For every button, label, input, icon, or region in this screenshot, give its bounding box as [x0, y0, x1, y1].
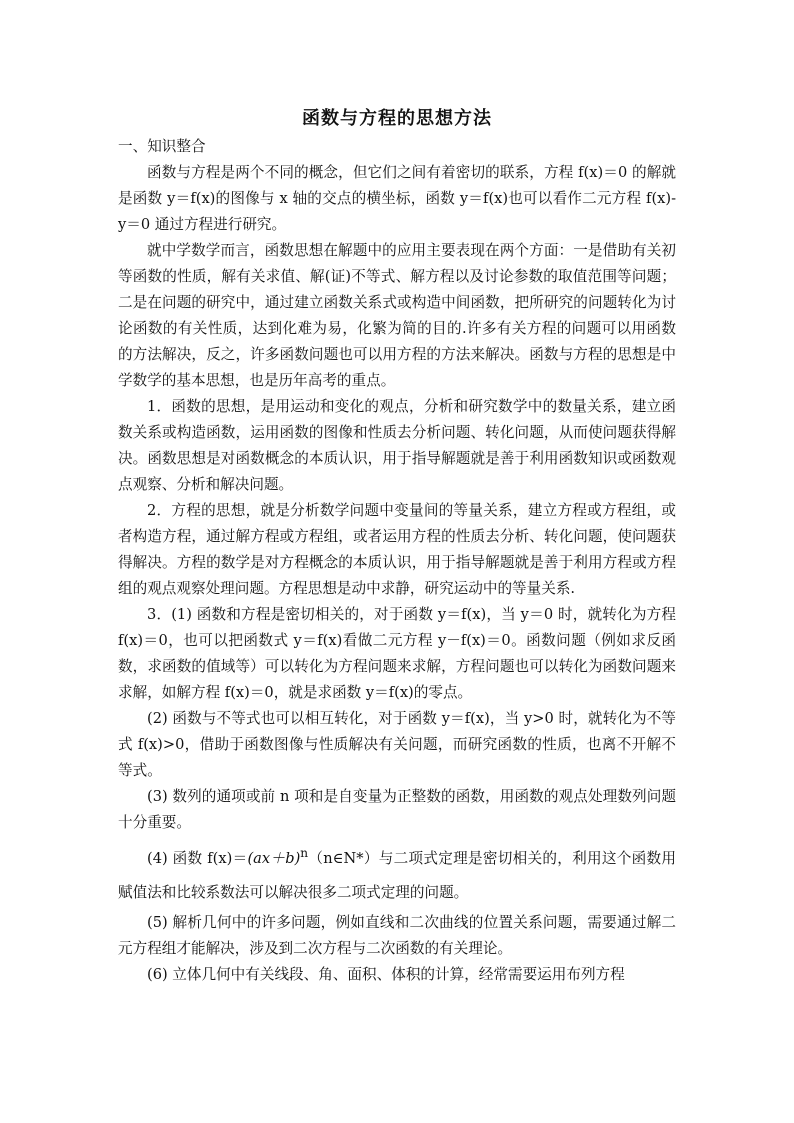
paragraph-intro: 函数与方程是两个不同的概念，但它们之间有着密切的联系，方程 f(x)＝0 的解就是函数 y＝f(x)的图像与 x 轴的交点的横坐标，函数 y＝f(x)也可以看作二元方程 f(x)-y＝0 通过方程进行研究。 — [118, 164, 676, 233]
page-title: 函数与方程的思想方法 — [302, 108, 492, 129]
paragraph-point-3-4 — [118, 836, 676, 910]
paragraph-point-3-2: (2) 函数与不等式也可以相互转化，对于函数 y＝f(x)，当 y>0 时，就转化为不等式 f(x)>0，借助于函数图像与性质解决有关问题，而研究函数的性质，也离不开解不等式。 — [118, 710, 676, 779]
paragraph-point-3-5: (5) 解析几何中的许多问题，例如直线和二次曲线的位置关系问题，需要通过解二元方程组才能解决，涉及到二次方程与二次函数的有关理论。 — [118, 913, 676, 957]
section-heading: 一、知识整合 — [118, 138, 206, 155]
document-page — [118, 100, 676, 988]
binomial-exponent: n — [300, 846, 309, 860]
formula-trail-text: （n∈N*）与二项式定理是密切相关的，利用这个函数用赋值法和比较系数法可以解决很多二项式定理的问题。 — [118, 849, 676, 901]
paragraph-point-3-3: (3) 数列的通项或前 n 项和是自变量为正整数的函数，用函数的观点处理数列问题十分重要。 — [118, 788, 676, 831]
formula-lead-text: (4) 函数 f(x)＝ — [147, 849, 248, 867]
binomial-expression: (ax＋b) — [247, 849, 301, 867]
paragraph-point-3-6: (6) 立体几何中有关线段、角、面积、体积的计算，经常需要运用布列方程 — [147, 965, 625, 983]
paragraph-point-2: 2．方程的思想，就是分析数学问题中变量间的等量关系，建立方程或方程组，或者构造方程，通过解方程或方程组，或者运用方程的性质去分析、转化问题，使问题获得解决。方程的数学是对方程概念的本质认识，用于指导解题就是善于利用方程或方程组的观点观察处理问题。方程思想是动中求静，研究运动中的等量关系. — [118, 502, 676, 597]
paragraph-point-1: 1．函数的思想，是用运动和变化的观点，分析和研究数学中的数量关系，建立函数关系或构造函数，运用函数的图像和性质去分析问题、转化问题，从而使问题获得解决。函数思想是对函数概念的本质认识，用于指导解题就是善于利用函数知识或函数观点观察、分析和解决问题。 — [118, 398, 676, 493]
paragraph-function-thinking-overview: 就中学数学而言，函数思想在解题中的应用主要表现在两个方面：一是借助有关初等函数的性质，解有关求值、解(证)不等式、解方程以及讨论参数的取值范围等问题；二是在问题的研究中，通过建立函数关系式或构造中间函数，把所研究的问题转化为讨论函数的有关性质，达到化难为易，化繁为简的目的.许多有关方程的问题可以用函数的方法解决，反之，许多函数问题也可以用方程的方法来解决。函数与方程的思想是中学数学的基本思想，也是历年高考的重点。 — [118, 242, 676, 389]
paragraph-point-3-1: 3．(1) 函数和方程是密切相关的，对于函数 y＝f(x)，当 y＝0 时，就转化为方程 f(x)＝0，也可以把函数式 y＝f(x)看做二元方程 y－f(x)＝0。函数问题（例如求反函数，求函数的值域等）可以转化为方程问题来求解，方程问题也可以转化为函数问题来求解，如解方程 f(x)＝0，就是求函数 y＝f(x)的零点。 — [118, 606, 676, 701]
